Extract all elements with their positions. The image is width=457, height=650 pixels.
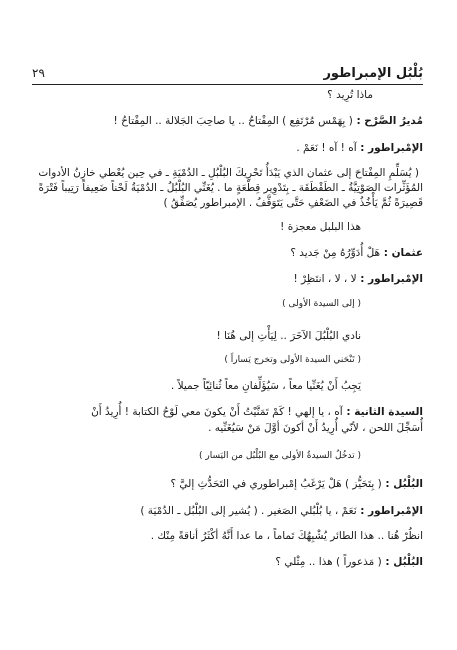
text-line [34, 423, 423, 434]
line-text: انظُرْ هُنا .. هذا الطائر يُشْبِهُكَ تَماماً ، ما عدا أَنَّهُ أكْثَرُ أناقةً مِنْك . [150, 530, 423, 542]
speaker-name: عثمان : [380, 247, 423, 259]
line-text: قَصِيرَةً ثُمَّ يَأْخُذُ في الضَعْفِ حَتَّى يَتَوَقَّفُ . الإمبراطور يُصَفِّقُ ) [163, 197, 423, 209]
dialogue-line [34, 557, 423, 568]
speaker-name: البُلْبُل : [381, 478, 423, 490]
text-line [34, 222, 423, 233]
line-text: ( يُسَلِّمِ المِفْتاحَ إلى عثمان الذي يَبْدَأُ تَحْرِيكَ البُلْبُلِ ـ الدُمْيَةِ ـ في حِين يُعْطي خازِنُ الأدوات [38, 167, 419, 179]
line-text: هذا البلبل معجزة ! [280, 221, 361, 233]
text-line [34, 198, 423, 209]
line-text: ( تدخُلُ السيدةُ الأولى مع البُلْبُل من اليَسار ) [199, 451, 361, 461]
line-text: ( بِتَحَيُّز ) هَلْ يَرْغَبُ إمْبراطوري في التَحَدُّثِ إليَّ ؟ [170, 478, 382, 490]
text-line [34, 356, 423, 365]
speaker-name: الإمْبراطور : [356, 505, 423, 517]
line-text: لا ، لا ، انتَظِرْ ! [293, 273, 357, 285]
dialogue-line [34, 479, 423, 490]
dialogue-line [34, 506, 423, 517]
line-text: أُسَجِّلَ اللحن ، لأنّي أُرِيدُ أَنْ أكونَ أوَّلَ مَنْ سَيُغَنِّيه . [208, 422, 423, 434]
text-line [34, 452, 423, 461]
text-line [34, 381, 423, 392]
line-text: ( بِهَمْس مُرْتَفِع ) المِفْتاحُ .. يا صاحِبَ الجَلالة .. المِفْتاحُ ! [113, 115, 353, 127]
line-text: ( إلى السيدة الأولى ) [282, 299, 361, 309]
line-text: ماذا تُرِيد ؟ [327, 89, 373, 101]
text-line [34, 531, 423, 542]
text-line [34, 331, 423, 342]
text-line [34, 90, 423, 101]
line-text: هَلْ أُدَوِّرُهُ مِنْ جَديد ؟ [290, 247, 381, 259]
text-line [34, 168, 423, 179]
line-text: نَعَمْ ، يا بُلْبُلي الصَغير . ( يُشير إلى البُلْبُل ـ الدُمْيَة ) [140, 505, 357, 517]
page-number: ٢٩ [32, 66, 45, 80]
line-text: ( مَذعوراً ) هذا .. مِثْلي ؟ [275, 556, 382, 568]
dialogue-line [34, 407, 423, 418]
speaker-name: الإمْبراطور : [356, 273, 423, 285]
text-line [34, 300, 423, 309]
line-text: آه ، يا إلهي ! كَمْ تَمَنَّيْتُ أَنْ يكونَ معي لَوْحُ الكتابة ! أُرِيدُ أَنْ [91, 406, 343, 418]
speaker-name: السيدة الثانية : [342, 406, 423, 418]
line-text: المُؤَثِّرات الصَوْتِيَّةُ ـ الطَقْطَقَة ـ بِتَدْوِير قِطْعَةٍ ما . يُغَنِّي البُلْبُلُ ـ الدُمْيَةُ لَحْناً ضَعِيفاً رَتِيباً فَتْرَةً [38, 182, 423, 194]
dialogue-line [34, 116, 423, 127]
speaker-name: الإمْبراطور : [356, 142, 423, 154]
dialogue-line [34, 143, 423, 154]
running-header [32, 62, 423, 85]
line-text: يَجِبُ أَنْ يُغَنِّيا معاً ، سَيُؤَلِّفانِ معاً ثُنائِيّاً جميلاً . [170, 380, 361, 392]
speaker-name: البُلْبُل : [381, 556, 423, 568]
speaker-name: مُديرُ الصَّرْح : [352, 115, 423, 127]
dialogue-line [34, 248, 423, 259]
header-title: بُلْبُل الإمبراطور [323, 65, 423, 81]
line-text: آه ! آه ! نَعَمْ . [296, 142, 357, 154]
line-text: نادي البُلْبُلَ الآخَرَ .. لِيَأْتِ إلى هُنَا ! [216, 330, 361, 342]
dialogue-line [34, 274, 423, 285]
line-text: ( تَنْحَني السيدة الأولى وتخرج يَساراً ) [224, 355, 361, 365]
text-line [34, 183, 423, 194]
